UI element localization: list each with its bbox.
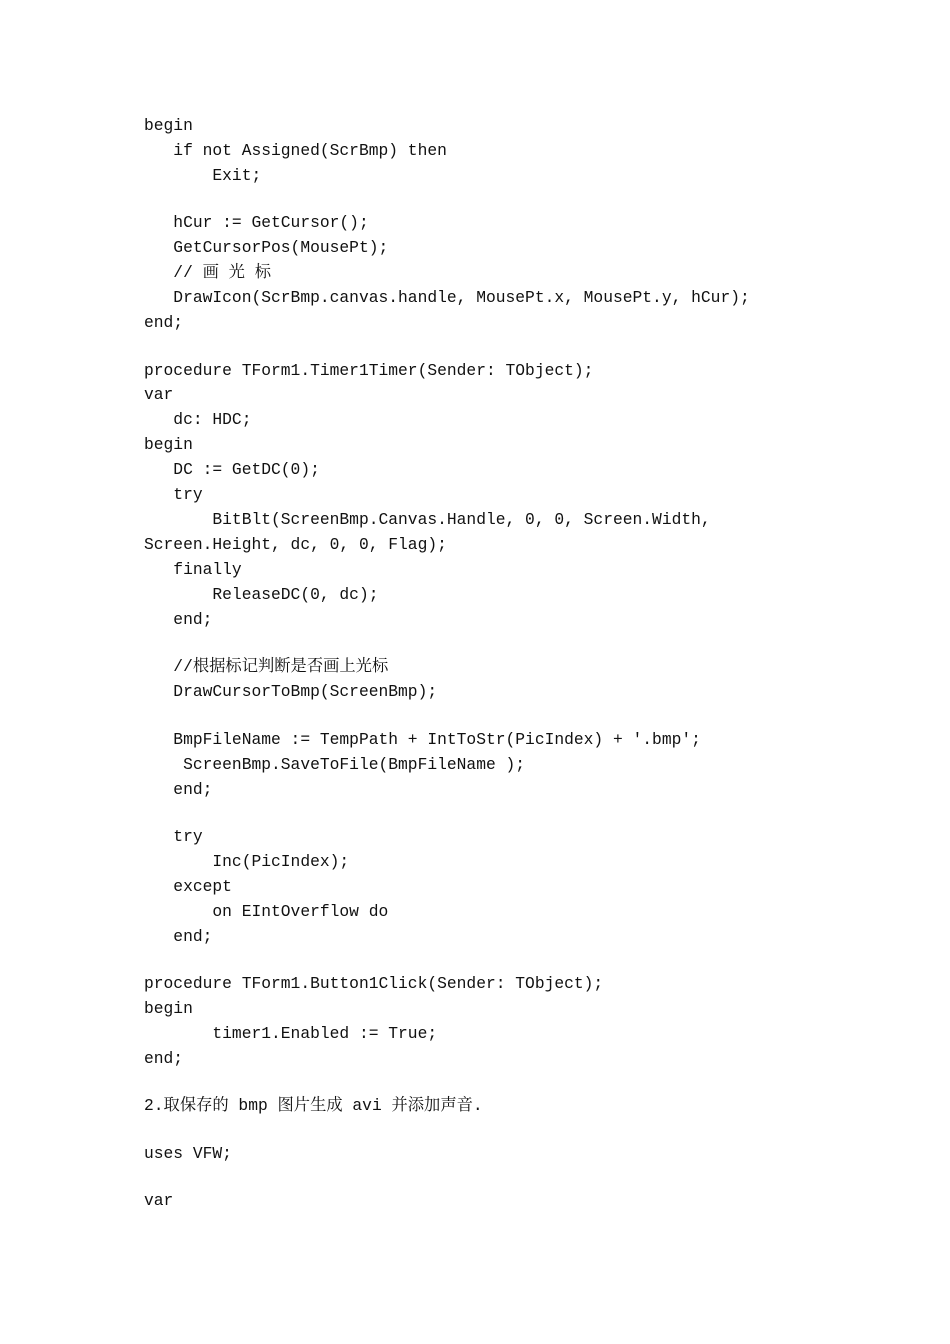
code-line: begin — [144, 116, 193, 135]
code-line: end; — [144, 926, 213, 946]
code-line: 2.取保存的 bmp 图片生成 avi 并添加声音. — [144, 1096, 483, 1116]
code-line: end; — [144, 313, 184, 333]
code-line: BmpFileName := TempPath + IntToStr(PicIndex) + '.bmp'; — [144, 729, 701, 749]
blank-line — [144, 1167, 884, 1190]
code-line: Screen.Height, dc, 0, 0, Flag); — [144, 535, 447, 555]
blank-line — [144, 1072, 884, 1095]
code-line: procedure TForm1.Button1Click(Sender: TObject); — [144, 974, 604, 994]
code-line: procedure TForm1.Timer1Timer(Sender: TObject); — [144, 360, 594, 380]
code-line: //根据标记判断是否画上光标 — [144, 657, 389, 677]
code-line: var — [144, 1191, 174, 1211]
code-line: uses VFW; — [144, 1143, 232, 1163]
code-line: Inc(PicIndex); — [144, 851, 350, 871]
blank-line — [144, 705, 884, 728]
code-line: DC := GetDC(0); — [144, 460, 320, 480]
code-line: hCur := GetCursor(); — [144, 213, 369, 233]
blank-line — [144, 950, 884, 973]
code-line: on EIntOverflow do — [144, 901, 389, 921]
blank-line — [144, 189, 884, 212]
blank-line — [144, 336, 884, 359]
code-line: begin — [144, 999, 193, 1019]
blank-line — [144, 1119, 884, 1142]
code-line: dc: HDC; — [144, 410, 252, 430]
code-line: finally — [144, 560, 242, 579]
code-line: try — [144, 827, 203, 846]
code-line: // 画 光 标 — [144, 263, 272, 283]
code-line: var — [144, 385, 174, 405]
code-line: GetCursorPos(MousePt); — [144, 238, 389, 258]
code-line: timer1.Enabled := True; — [144, 1024, 438, 1044]
code-line: ScreenBmp.SaveToFile(BmpFileName ); — [144, 754, 526, 774]
code-line: DrawIcon(ScrBmp.canvas.handle, MousePt.x, MousePt.y, hCur); — [144, 288, 750, 308]
blank-line — [144, 803, 884, 826]
code-line: DrawCursorToBmp(ScreenBmp); — [144, 682, 438, 702]
code-line: if not Assigned(ScrBmp) then — [144, 140, 447, 160]
code-line: end; — [144, 1049, 184, 1068]
code-line: except — [144, 876, 232, 896]
code-line: end; — [144, 779, 213, 799]
code-line: Exit; — [144, 165, 262, 185]
blank-line — [144, 633, 884, 656]
code-line: end; — [144, 609, 213, 629]
code-line: BitBlt(ScreenBmp.Canvas.Handle, 0, 0, Screen.Width, — [144, 510, 711, 530]
code-line: begin — [144, 435, 193, 455]
code-line: try — [144, 485, 203, 505]
code-line: ReleaseDC(0, dc); — [144, 584, 379, 604]
code-listing — [144, 114, 884, 1214]
